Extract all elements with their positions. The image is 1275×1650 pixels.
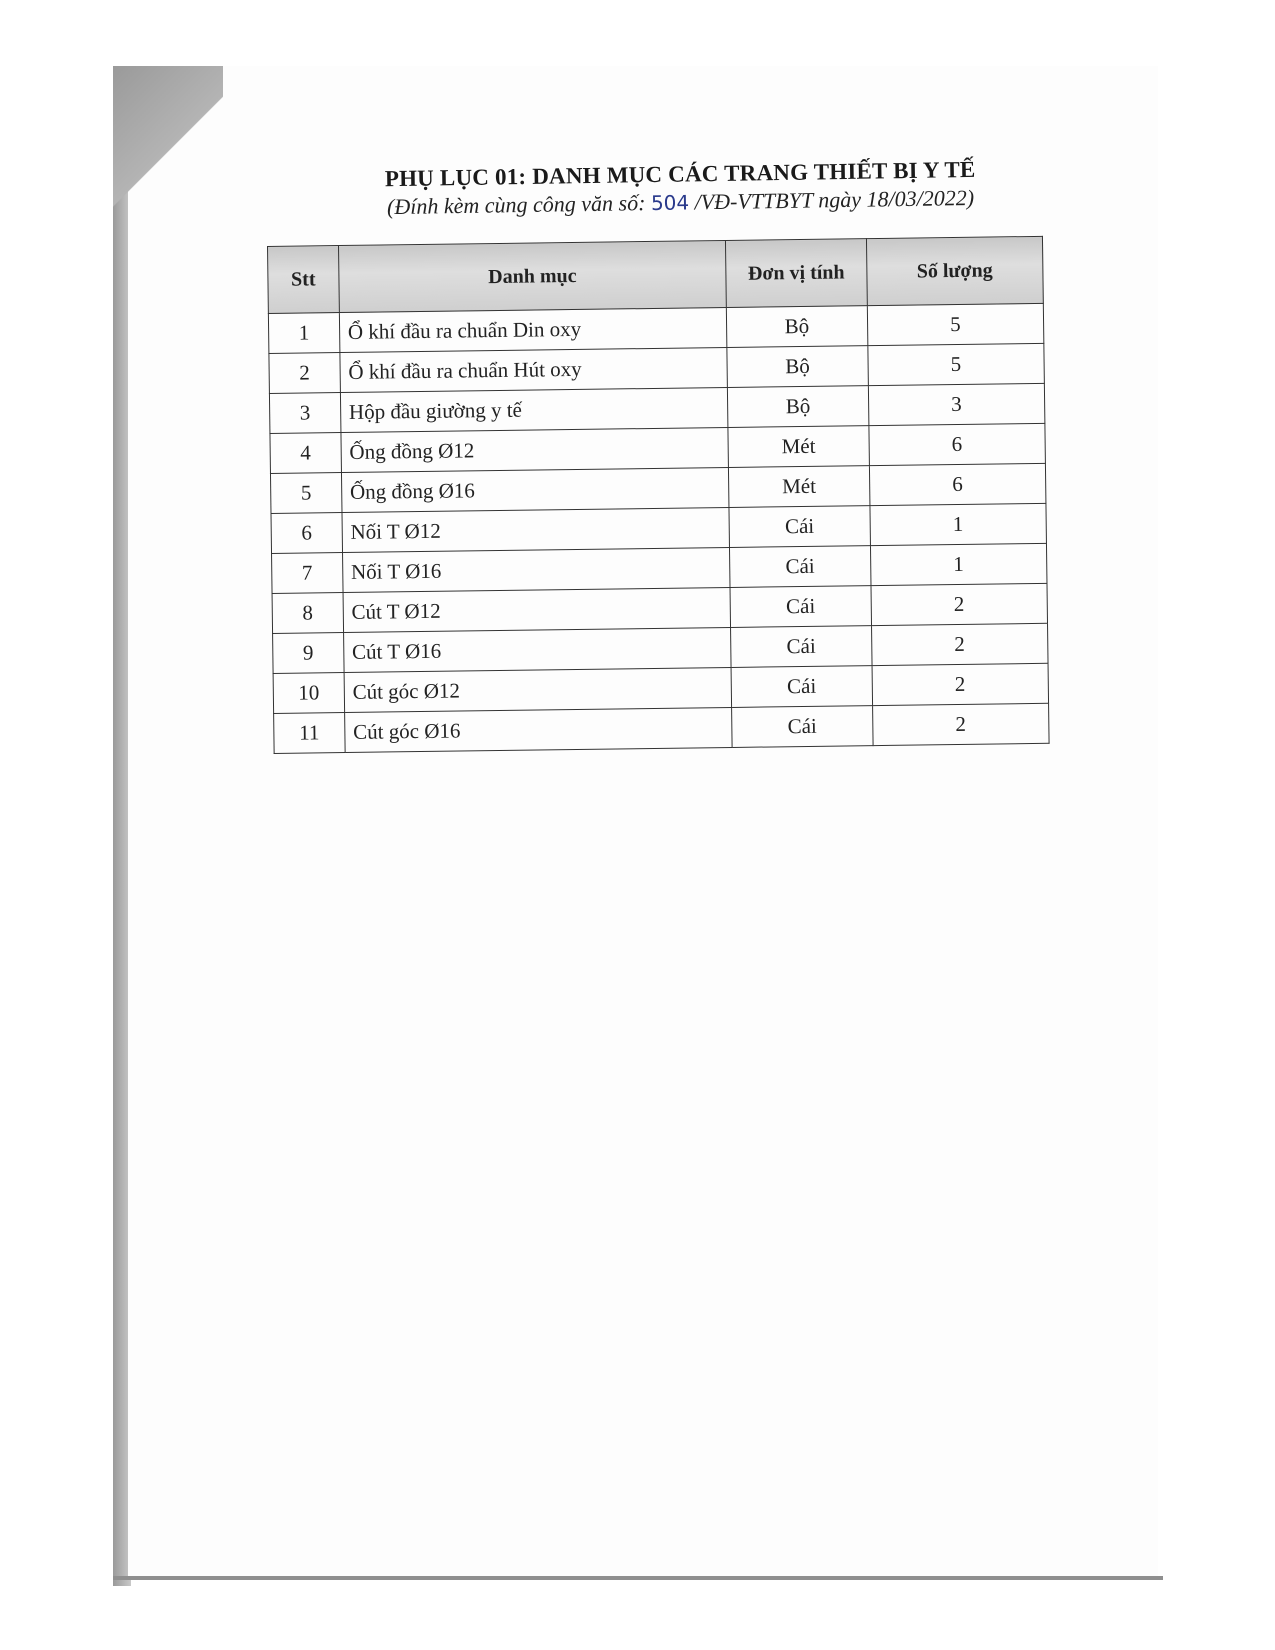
table-header-row xyxy=(268,236,1044,313)
cell-name: Ống đồng Ø12 xyxy=(341,427,729,472)
cell-name: Ổ khí đầu ra chuẩn Din oxy xyxy=(339,307,727,352)
cell-stt: 8 xyxy=(272,593,343,634)
cell-qty: 3 xyxy=(868,383,1045,425)
header-so-luong: Số lượng xyxy=(866,236,1043,305)
header-stt: Stt xyxy=(268,246,340,314)
document-title: PHỤ LỤC 01: DANH MỤC CÁC TRANG THIẾT BỊ Y TẾ xyxy=(384,156,976,192)
cell-qty: 2 xyxy=(871,583,1048,625)
folded-corner xyxy=(113,66,223,236)
header-don-vi-tinh: Đơn vị tính xyxy=(726,239,867,308)
cell-qty: 1 xyxy=(870,543,1047,585)
cell-name: Cút góc Ø12 xyxy=(344,667,732,712)
cell-stt: 1 xyxy=(268,313,339,354)
cell-unit: Cái xyxy=(730,586,871,628)
equipment-table-wrapper xyxy=(267,236,1050,754)
cell-unit: Cái xyxy=(729,506,870,548)
cell-qty: 6 xyxy=(869,463,1046,505)
cell-unit: Bộ xyxy=(726,306,867,348)
subtitle-prefix: (Đính kèm cùng công văn số: xyxy=(386,190,652,220)
cell-unit: Cái xyxy=(730,546,871,588)
cell-name: Cút T Ø12 xyxy=(343,587,731,632)
cell-qty: 5 xyxy=(867,303,1044,345)
subtitle-suffix: ) xyxy=(966,184,975,211)
cell-name: Nối T Ø12 xyxy=(342,507,730,552)
cell-qty: 5 xyxy=(867,343,1044,385)
cell-qty: 6 xyxy=(869,423,1046,465)
cell-stt: 3 xyxy=(269,393,340,434)
cell-qty: 2 xyxy=(871,623,1048,665)
cell-stt: 7 xyxy=(272,553,343,594)
cell-stt: 6 xyxy=(271,513,342,554)
scanner-bottom-edge xyxy=(113,1576,1163,1580)
cell-stt: 10 xyxy=(273,673,344,714)
cell-qty: 2 xyxy=(872,663,1049,705)
cell-stt: 2 xyxy=(269,353,340,394)
cell-name: Ống đồng Ø16 xyxy=(341,467,729,512)
handwritten-doc-number: 504 xyxy=(650,190,690,216)
cell-stt: 5 xyxy=(270,473,341,514)
cell-qty: 1 xyxy=(870,503,1047,545)
cell-name: Cút góc Ø16 xyxy=(344,707,732,752)
cell-name: Cút T Ø16 xyxy=(343,627,731,672)
cell-stt: 11 xyxy=(274,713,345,754)
equipment-table xyxy=(267,236,1050,754)
cell-unit: Bộ xyxy=(728,386,869,428)
cell-name: Hộp đầu giường y tế xyxy=(340,387,728,432)
cell-unit: Bộ xyxy=(727,346,868,388)
cell-stt: 9 xyxy=(273,633,344,674)
cell-unit: Cái xyxy=(731,666,872,708)
cell-stt: 4 xyxy=(270,433,341,474)
subtitle-middle: /VĐ-VTTBYT ngày xyxy=(688,186,867,215)
cell-unit: Mét xyxy=(729,466,870,508)
cell-unit: Cái xyxy=(732,706,873,748)
cell-name: Ổ khí đầu ra chuẩn Hút oxy xyxy=(340,347,728,392)
cell-name: Nối T Ø16 xyxy=(342,547,730,592)
cell-unit: Cái xyxy=(731,626,872,668)
header-danh-muc: Danh mục xyxy=(338,240,726,312)
table-body xyxy=(268,303,1049,753)
document-date: 18/03/2022 xyxy=(866,185,967,212)
cell-unit: Mét xyxy=(728,426,869,468)
cell-qty: 2 xyxy=(872,703,1049,745)
